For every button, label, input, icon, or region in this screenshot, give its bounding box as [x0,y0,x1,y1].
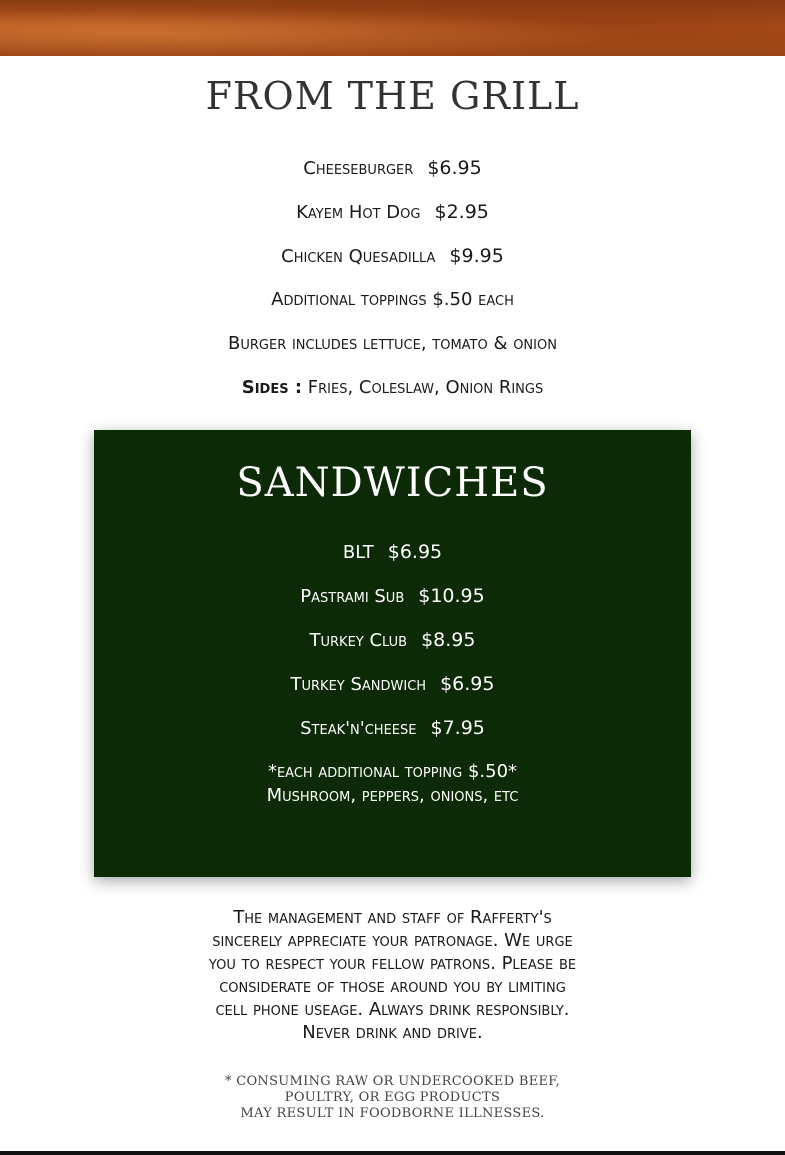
menu-item-price: $9.95 [449,245,504,267]
disclaimer-line: * CONSUMING RAW OR UNDERCOOKED BEEF, [224,1074,561,1089]
topping-note-line: *each additional topping $.50* [267,761,518,782]
menu-item-price: $6.95 [387,541,443,563]
menu-item [94,618,691,662]
food-safety-disclaimer [0,1074,785,1122]
disclaimer-line: POULTRY, OR EGG PRODUCTS [284,1090,501,1105]
disclaimer-line: MAY RESULT IN FOODBORNE ILLNESSES. [240,1106,545,1121]
toppings-note: Additional toppings $.50 each [271,289,514,310]
menu-item [0,190,785,234]
menu-item-price: $8.95 [421,629,476,651]
menu-item-price: $7.95 [430,717,485,739]
menu-item-price: $6.95 [440,673,495,695]
burger-note: Burger includes lettuce, tomato & onion [228,333,557,354]
menu-item-name: Pastrami Sub [300,586,405,607]
menu-item-name: Steak'n'cheese [300,718,417,739]
menu-item [94,706,691,750]
sides-label: Sides : [241,377,303,398]
grill-menu-list [0,146,785,410]
menu-item [94,574,691,618]
sides-line [0,366,785,410]
footer-divider [0,1151,785,1155]
menu-item-price: $2.95 [434,201,489,223]
menu-item-price: $6.95 [427,157,482,179]
menu-item-name: Kayem Hot Dog [296,202,421,223]
menu-item-name: Turkey Club [309,630,408,651]
topping-note-line: Mushroom, peppers, onions, etc [266,785,519,806]
menu-item-name: Cheeseburger [303,158,414,179]
sandwiches-section-title: SANDWICHES [236,460,549,506]
management-notice: The management and staff of Rafferty's sincerely appreciate your patronage. We urge you to respect your fellow patrons. Please be considerate of those around you by limiting cell phone useage. Always drink responsibly. Never drink and drive. [208,907,577,1043]
menu-item [94,662,691,706]
menu-item-name: BLT [342,542,374,563]
sandwiches-panel [94,430,691,877]
sandwich-topping-note [94,760,691,808]
menu-item [0,146,785,190]
grill-section-title: FROM THE GRILL [205,74,580,118]
sides-value: Fries, Coleslaw, Onion Rings [307,377,544,398]
menu-item-name: Turkey Sandwich [290,674,427,695]
menu-item [0,234,785,278]
sandwich-menu-list [94,530,691,750]
menu-item [94,530,691,574]
menu-item-price: $10.95 [418,585,485,607]
hero-banner-image [0,0,785,56]
menu-item-name: Chicken Quesadilla [281,246,436,267]
